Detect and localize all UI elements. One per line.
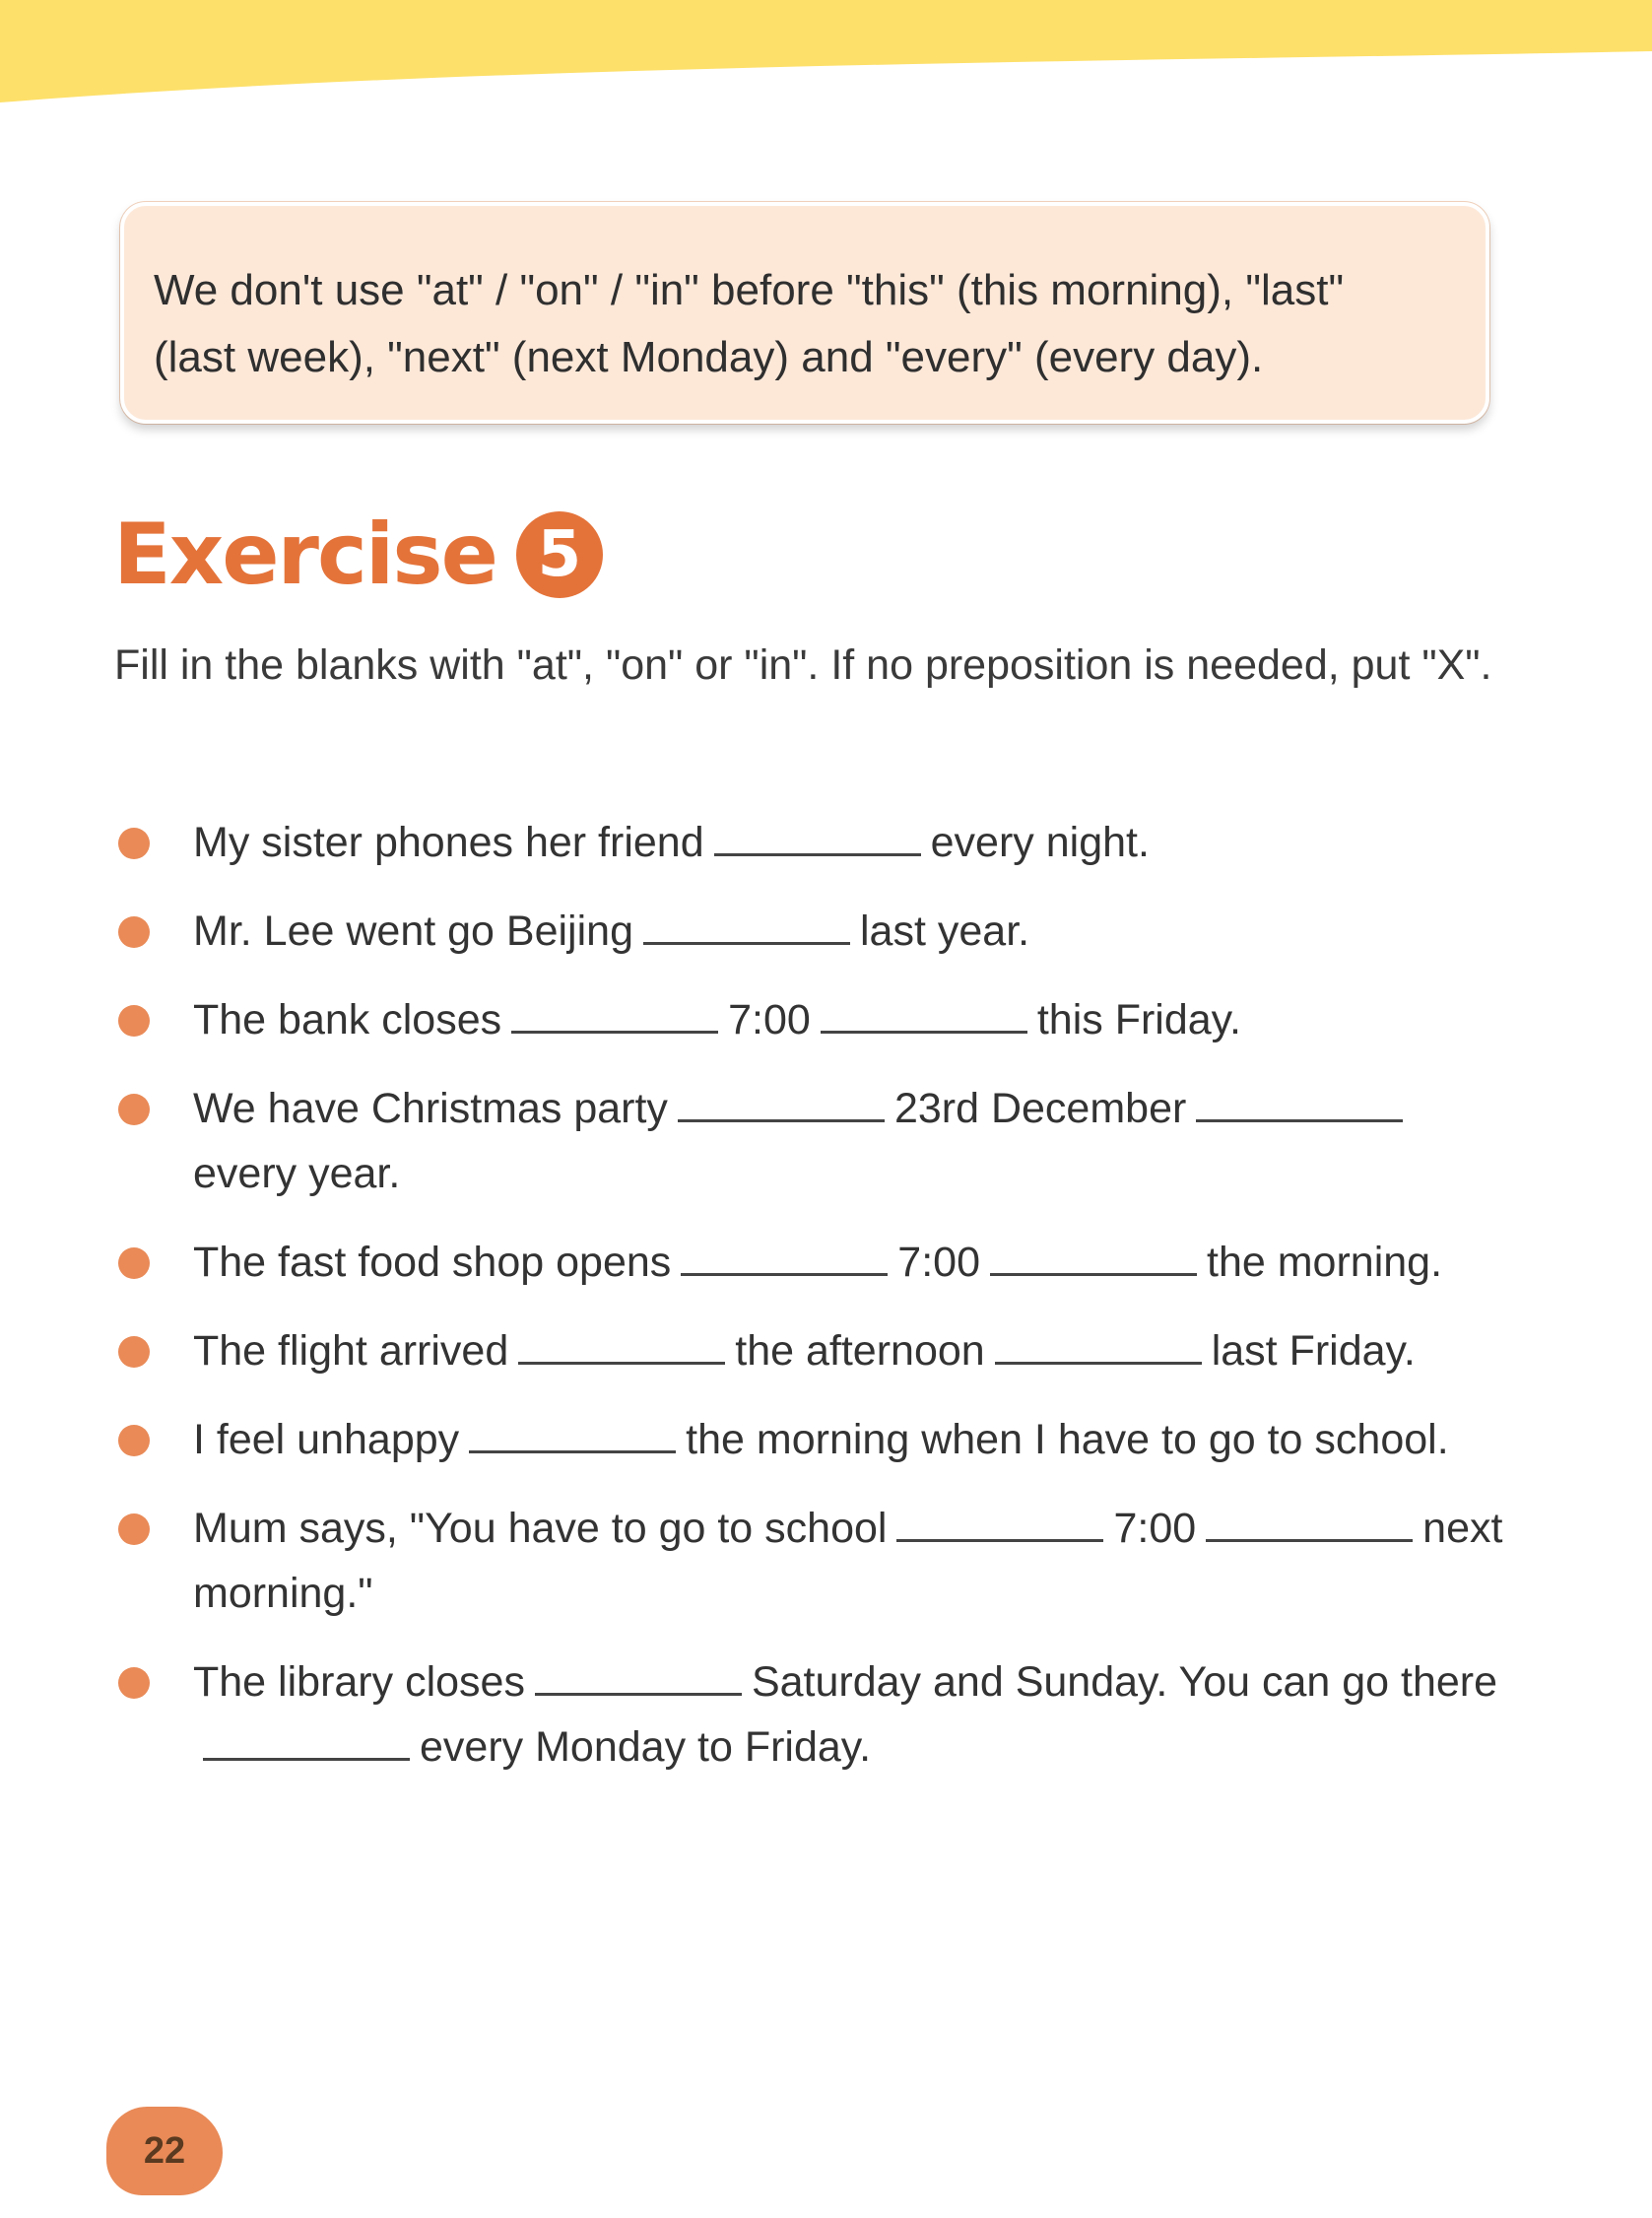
answer-blank[interactable]	[714, 814, 921, 856]
exercise-item	[114, 1076, 1513, 1206]
bullet-dot	[118, 1667, 150, 1699]
answer-blank[interactable]	[518, 1322, 725, 1365]
item-text-after: last year.	[860, 907, 1030, 955]
answer-blank[interactable]	[678, 1080, 885, 1122]
exercise-item	[114, 1407, 1513, 1472]
note-line-2: (last week), "next" (next Monday) and "every" (every day).	[154, 333, 1264, 381]
item-text-before: I feel unhappy	[193, 1416, 460, 1463]
bullet-dot	[118, 916, 150, 948]
page-number: 22	[143, 2129, 186, 2172]
answer-blank[interactable]	[990, 1234, 1197, 1276]
exercise-item	[114, 1318, 1513, 1383]
answer-blank[interactable]	[995, 1322, 1202, 1365]
note-line-1: We don't use "at" / "on" / "in" before "this" (this morning), "last"	[154, 266, 1345, 314]
exercise-heading	[113, 501, 603, 609]
item-text-middle: Saturday and Sunday. You can go there	[751, 1658, 1498, 1706]
item-text-middle: 7:00	[1113, 1505, 1197, 1552]
answer-blank[interactable]	[896, 1500, 1103, 1542]
answer-blank[interactable]	[535, 1653, 742, 1696]
bullet-dot	[118, 1513, 150, 1545]
item-text-before: The bank closes	[193, 996, 502, 1043]
answer-blank[interactable]	[511, 991, 718, 1034]
bullet-dot	[118, 1336, 150, 1368]
item-text-middle: 7:00	[897, 1239, 980, 1286]
answer-blank[interactable]	[1206, 1500, 1413, 1542]
exercise-item	[114, 1649, 1513, 1780]
exercise-instructions: Fill in the blanks with "at", "on" or "in". If no preposition is needed, put "X".	[114, 641, 1492, 689]
item-text-before: Mum says, "You have to go to school	[193, 1505, 888, 1552]
bullet-dot	[118, 828, 150, 859]
exercise-item	[114, 810, 1513, 875]
item-text-after: the morning when I have to go to school.	[686, 1416, 1449, 1463]
exercise-item	[114, 899, 1513, 964]
item-text-after: every night.	[930, 819, 1150, 866]
item-text-after: last Friday.	[1211, 1327, 1416, 1375]
answer-blank[interactable]	[203, 1718, 410, 1761]
exercise-title: Exercise	[113, 505, 496, 604]
bullet-dot	[118, 1425, 150, 1456]
item-text-before: We have Christmas party	[193, 1085, 668, 1132]
item-text-middle: 23rd December	[893, 1085, 1187, 1132]
item-text-before: The flight arrived	[193, 1327, 509, 1375]
exercise-item	[114, 1230, 1513, 1295]
exercise-number-badge: 5	[516, 511, 603, 598]
item-text-middle: the afternoon	[735, 1327, 985, 1375]
item-text-after: every Monday to Friday.	[420, 1723, 872, 1771]
item-text-after: next morning."	[193, 1505, 1503, 1617]
bullet-dot	[118, 1005, 150, 1037]
item-text-after: this Friday.	[1036, 996, 1241, 1043]
item-text-middle: 7:00	[728, 996, 811, 1043]
exercise-items-list	[114, 810, 1513, 1780]
exercise-item	[114, 1496, 1513, 1626]
page-number-tab	[106, 2107, 223, 2195]
item-text-after: the morning.	[1207, 1239, 1443, 1286]
answer-blank[interactable]	[643, 903, 850, 945]
item-text-before: Mr. Lee went go Beijing	[193, 907, 633, 955]
bullet-dot	[118, 1247, 150, 1279]
grammar-note-box	[120, 202, 1489, 424]
bullet-dot	[118, 1094, 150, 1125]
item-text-after: every year.	[193, 1150, 401, 1197]
answer-blank[interactable]	[821, 991, 1027, 1034]
item-text-before: The library closes	[193, 1658, 525, 1706]
item-text-before: The fast food shop opens	[193, 1239, 672, 1286]
top-decorative-band	[0, 0, 1652, 108]
item-text-before: My sister phones her friend	[193, 819, 704, 866]
answer-blank[interactable]	[681, 1234, 888, 1276]
exercise-item	[114, 987, 1513, 1052]
answer-blank[interactable]	[1196, 1080, 1403, 1122]
answer-blank[interactable]	[469, 1411, 676, 1453]
